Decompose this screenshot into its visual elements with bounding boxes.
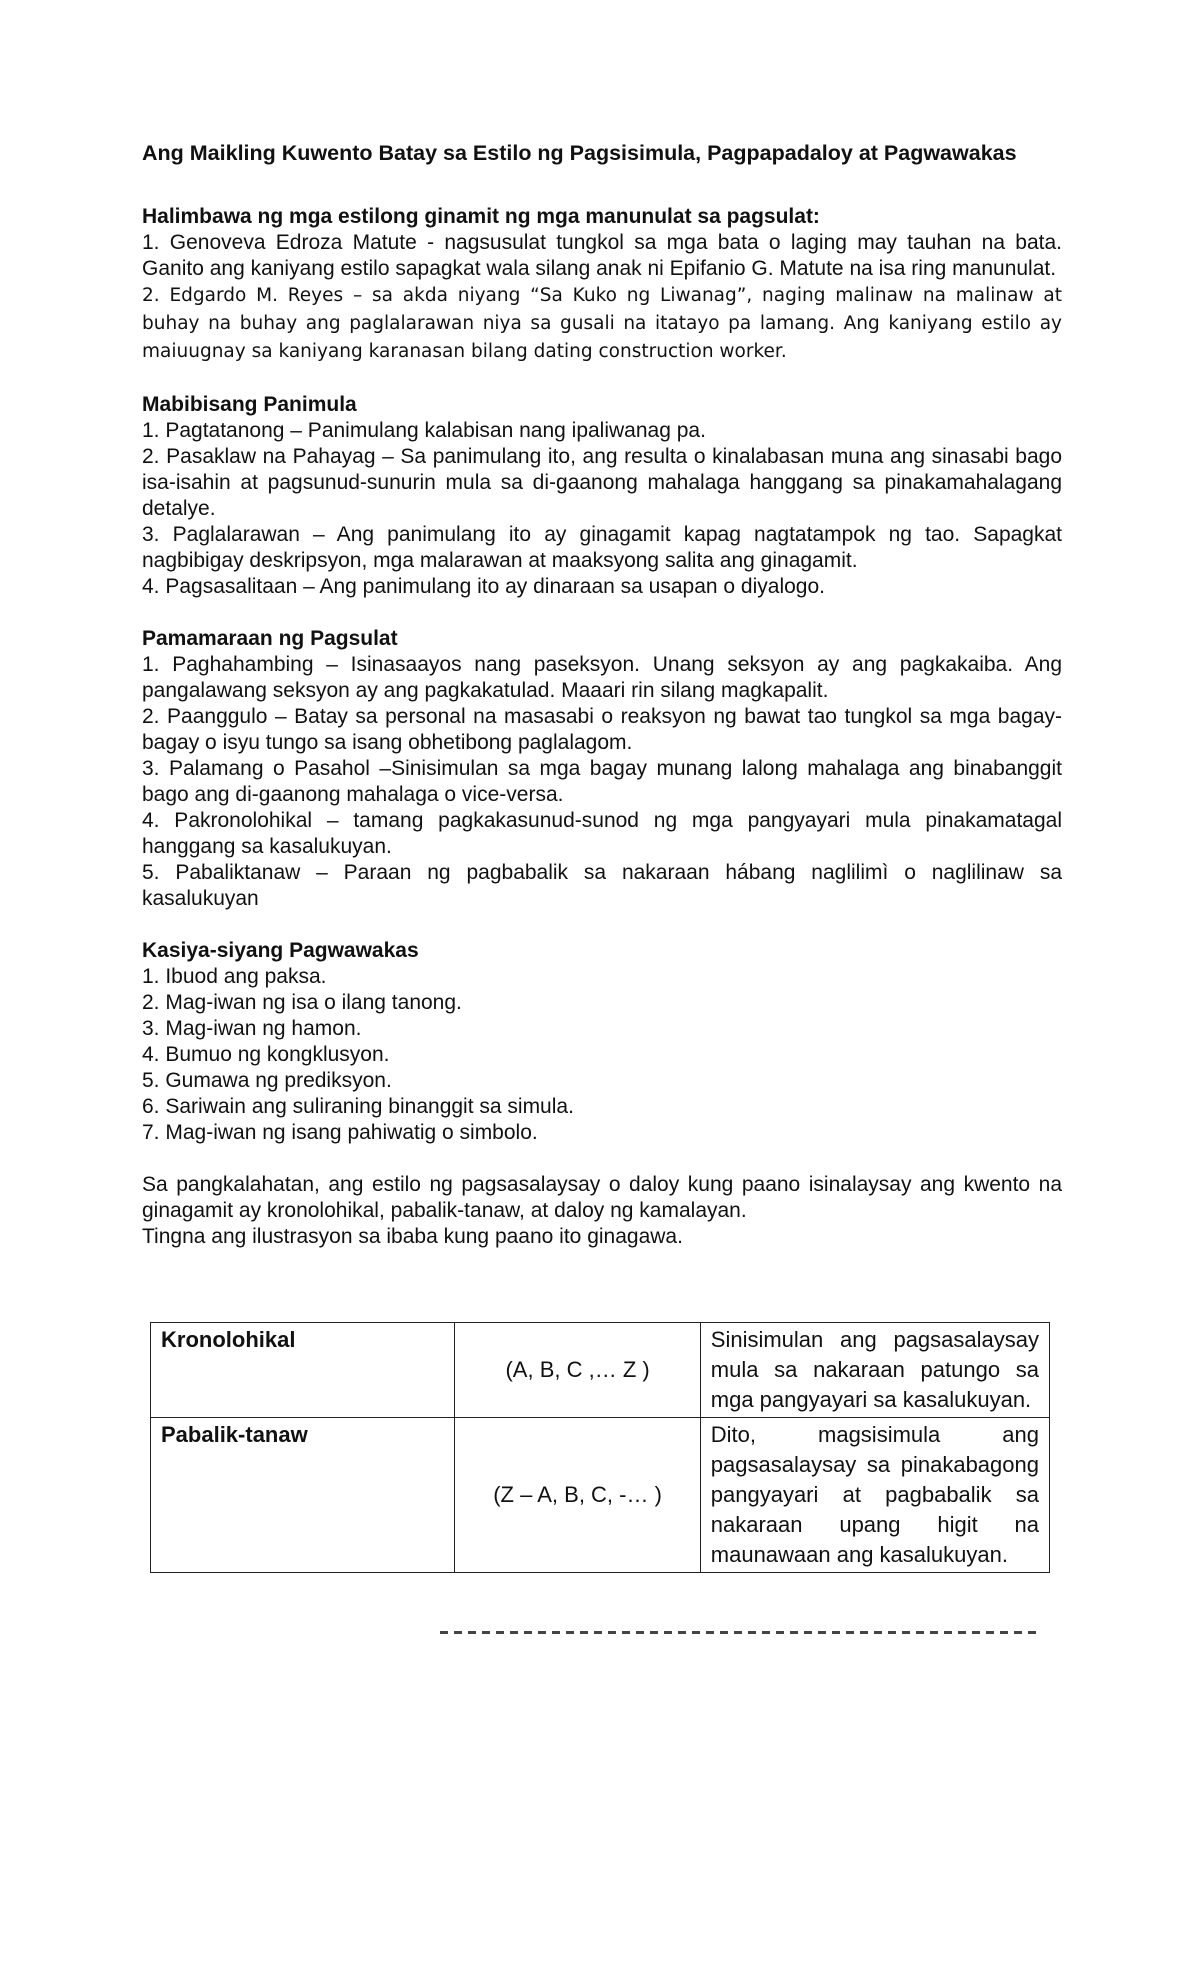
- list-item: 6. Sariwain ang suliraning binanggit sa simula.: [142, 1095, 574, 1118]
- list-item: 3. Palamang o Pasahol –Sinisimulan sa mga bagay munang lalong mahalaga ang binabanggit bago ang di-gaanong mahalaga o vice-versa.: [142, 757, 1062, 806]
- list-item: 5. Gumawa ng prediksyon.: [142, 1069, 392, 1092]
- list-item: 4. Pakronolohikal – tamang pagkakasunud-sunod ng mga pangyayari mula pinakamatagal hanggang sa kasalukuyan.: [142, 809, 1062, 858]
- document-page: [142, 140, 1062, 1250]
- list-item: 1. Ibuod ang paksa.: [142, 965, 327, 988]
- list-item: 2. Paanggulo – Batay sa personal na masasabi o reaksyon ng bawat tao tungkol sa mga bagay-bagay o isyu tungo sa isang obhetibong paglalagom.: [142, 705, 1062, 754]
- list-item: 1. Pagtatanong – Panimulang kalabisan nang ipaliwanag pa.: [142, 419, 706, 442]
- list-item: 1. Paghahambing – Isinasaayos nang paseksyon. Unang seksyon ay ang pagkakaiba. Ang pangalawang seksyon ay ang pagkakatulad. Maaari rin silang magkapalit.: [142, 653, 1062, 702]
- list-item: 2. Edgardo M. Reyes – sa akda niyang “Sa Kuko ng Liwanag”, naging malinaw na malinaw at buhay na buhay ang paglalarawan niya sa gusali na itatayo pa lamang. Ang kaniyang estilo ay maiuugnay sa kaniyang karanasan bilang dating construction worker.: [142, 285, 1062, 362]
- section-heading-pagwawakas: Kasiya-siyang Pagwawakas: [142, 939, 419, 962]
- table-row: [151, 1323, 1050, 1418]
- list-item: 1. Genoveva Edroza Matute - nagsusulat tungkol sa mga bata o laging may tauhan na bata. Ganito ang kaniyang estilo sapagkat wala silang anak ni Epifanio G. Matute na isa ring manunulat.: [142, 231, 1062, 280]
- section-heading-examples: Halimbawa ng mga estilong ginamit ng mga manunulat sa pagsulat:: [142, 205, 820, 228]
- list-item: 3. Mag-iwan ng hamon.: [142, 1017, 362, 1040]
- section-heading-panimula: Mabibisang Panimula: [142, 393, 357, 416]
- summary-instruction: Tingna ang ilustrasyon sa ibaba kung paano ito ginagawa.: [142, 1225, 683, 1248]
- table-cell-description: Dito, magsisimula ang pagsasalaysay sa pinakabagong pangyayari at pagbabalik sa nakaraan upang higit na maunawaan ang kasalukuyan.: [700, 1418, 1049, 1573]
- narrative-style-table: [150, 1322, 1050, 1573]
- document-title: Ang Maikling Kuwento Batay sa Estilo ng Pagsisimula, Pagpapadaloy at Pagwawakas: [142, 141, 1017, 165]
- list-item: 4. Pagsasalitaan – Ang panimulang ito ay dinaraan sa usapan o diyalogo.: [142, 575, 825, 598]
- summary-paragraph: Sa pangkalahatan, ang estilo ng pagsasalaysay o daloy kung paano isinalaysay ang kwento na ginagamit ay kronolohikal, pabalik-tanaw, at daloy ng kamalayan.: [142, 1173, 1062, 1222]
- list-item: 4. Bumuo ng kongklusyon.: [142, 1043, 390, 1066]
- table-row: [151, 1418, 1050, 1573]
- table-cell-name: Kronolohikal: [151, 1323, 455, 1418]
- table-cell-name: Pabalik-tanaw: [151, 1418, 455, 1573]
- section-heading-pamamaraan: Pamamaraan ng Pagsulat: [142, 627, 398, 650]
- list-item: 2. Mag-iwan ng isa o ilang tanong.: [142, 991, 462, 1014]
- table-cell-pattern: (Z – A, B, C, -… ): [455, 1418, 700, 1573]
- table-cell-description: Sinisimulan ang pagsasalaysay mula sa nakaraan patungo sa mga pangyayari sa kasalukuyan.: [700, 1323, 1049, 1418]
- list-item: 5. Pabaliktanaw – Paraan ng pagbabalik sa nakaraan hábang naglilimì o naglilinaw sa kasalukuyan: [142, 861, 1062, 910]
- list-item: 7. Mag-iwan ng isang pahiwatig o simbolo.: [142, 1121, 538, 1144]
- table-cell-pattern: (A, B, C ,… Z ): [455, 1323, 700, 1418]
- list-item: 2. Pasaklaw na Pahayag – Sa panimulang ito, ang resulta o kinalabasan muna ang sinasabi bago isa-isahin at pagsunud-sunurin mula sa di-gaanong mahalaga hanggang sa pinakamahalagang detalye.: [142, 445, 1062, 520]
- list-item: 3. Paglalarawan – Ang panimulang ito ay ginagamit kapag nagtatampok ng tao. Sapagkat nagbibigay deskripsyon, mga malarawan at maaksyong salita ang ginagamit.: [142, 523, 1062, 572]
- cropped-caption-fragment: [440, 1628, 1040, 1636]
